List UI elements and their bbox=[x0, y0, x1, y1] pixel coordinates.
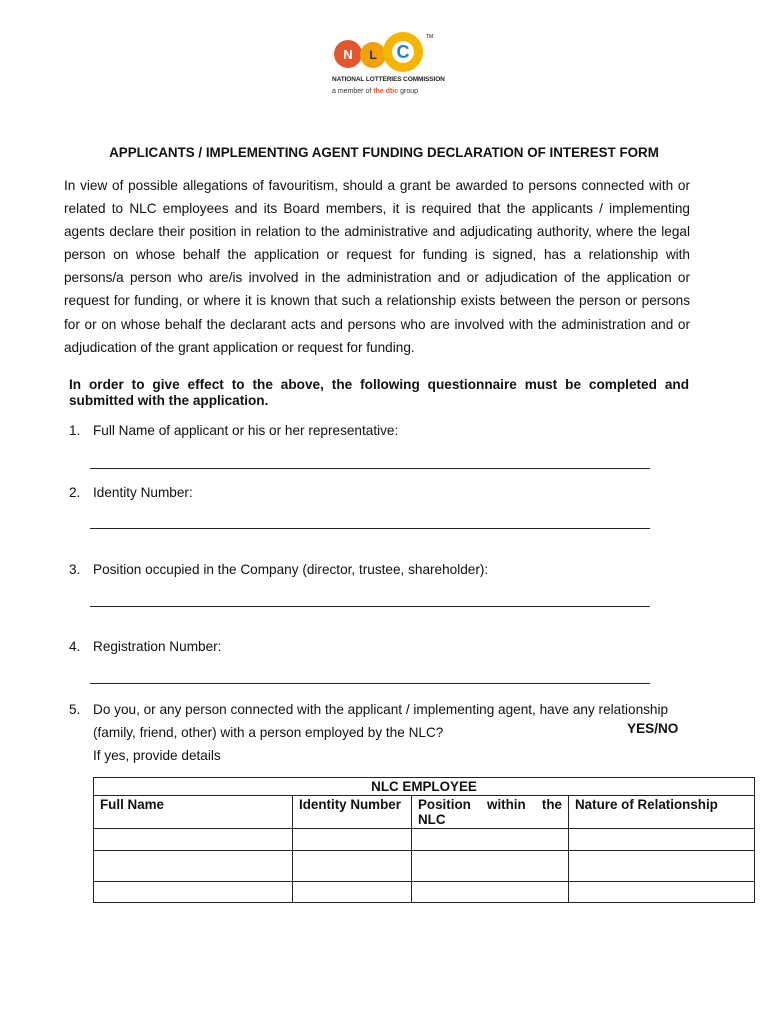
header-identity-number: Identity Number bbox=[293, 796, 412, 829]
table-cell[interactable] bbox=[569, 829, 755, 851]
question-2 bbox=[69, 485, 193, 500]
table-row bbox=[94, 829, 755, 851]
table-cell[interactable] bbox=[412, 851, 569, 882]
table-header-row bbox=[94, 796, 755, 829]
logo-member-line bbox=[332, 88, 418, 95]
question-4 bbox=[69, 639, 221, 654]
answer-line-2[interactable] bbox=[90, 528, 650, 529]
question-5-line-2: (family, friend, other) with a person employed by the NLC? bbox=[93, 725, 444, 741]
intro-paragraph: In view of possible allegations of favouritism, should a grant be awarded to persons connected with or related to NLC employees and its Board members, it is required that the applicants / implementing agents declare their position in relation to the administrative and adjudicating authority, where the legal person on whose behalf the application or request for funding is signed, has a relationship with persons/a person who are/is involved in the administration and or adjudication of the application or request for funding, or where it is known that such a relationship exists between the person or persons for or on whose behalf the declarant acts and persons who are involved with the administration and or adjudication of the grant application or request for funding. bbox=[64, 178, 690, 355]
question-5-line-3: If yes, provide details bbox=[93, 748, 221, 764]
answer-line-4[interactable] bbox=[90, 683, 650, 684]
nlc-employee-table bbox=[93, 777, 755, 903]
answer-line-3[interactable] bbox=[90, 606, 650, 607]
table-cell[interactable] bbox=[94, 882, 293, 903]
header-position-line-2: NLC bbox=[418, 812, 446, 827]
question-1-number: 1. bbox=[69, 423, 81, 438]
logo-letter-n: N bbox=[334, 40, 362, 68]
logo-letter-l: L bbox=[360, 42, 386, 68]
question-3-text: Position occupied in the Company (director, trustee, shareholder): bbox=[93, 562, 489, 577]
question-4-text: Registration Number: bbox=[93, 639, 222, 654]
logo-member-suffix: group bbox=[400, 88, 418, 95]
question-2-text: Identity Number: bbox=[93, 485, 193, 500]
table-cell[interactable] bbox=[293, 829, 412, 851]
table-row bbox=[94, 882, 755, 903]
question-3 bbox=[69, 562, 488, 577]
answer-line-1[interactable] bbox=[90, 468, 650, 469]
header-full-name: Full Name bbox=[94, 796, 293, 829]
table-cell[interactable] bbox=[293, 882, 412, 903]
table-cell[interactable] bbox=[94, 851, 293, 882]
table-cell[interactable] bbox=[569, 851, 755, 882]
logo-trademark: TM bbox=[426, 34, 434, 40]
table-caption: NLC EMPLOYEE bbox=[94, 778, 755, 796]
question-4-number: 4. bbox=[69, 639, 81, 654]
page-title: APPLICANTS / IMPLEMENTING AGENT FUNDING DECLARATION OF INTEREST FORM bbox=[109, 145, 659, 160]
question-5-number: 5. bbox=[69, 702, 81, 717]
question-1 bbox=[69, 423, 398, 438]
yes-no-option[interactable]: YES/NO bbox=[627, 721, 679, 736]
table-cell[interactable] bbox=[412, 829, 569, 851]
header-position-line-1: Position within the bbox=[418, 797, 562, 812]
question-3-number: 3. bbox=[69, 562, 81, 577]
header-position bbox=[412, 796, 569, 829]
logo-member-brand: the dtic bbox=[373, 88, 399, 95]
logo-circles bbox=[334, 32, 434, 72]
table-cell[interactable] bbox=[569, 882, 755, 903]
table-cell[interactable] bbox=[94, 829, 293, 851]
instruction-paragraph: In order to give effect to the above, the following questionnaire must be completed and submitted with the application. bbox=[69, 377, 689, 408]
question-1-text: Full Name of applicant or his or her representative: bbox=[93, 423, 399, 438]
logo-letter-c: C bbox=[392, 41, 414, 63]
logo-member-prefix: a member of bbox=[332, 88, 372, 95]
table-cell[interactable] bbox=[412, 882, 569, 903]
question-5-text bbox=[93, 698, 693, 768]
table-cell[interactable] bbox=[293, 851, 412, 882]
table-row bbox=[94, 851, 755, 882]
header-nature-of-relationship: Nature of Relationship bbox=[569, 796, 755, 829]
question-2-number: 2. bbox=[69, 485, 81, 500]
nlc-logo bbox=[330, 28, 445, 106]
logo-name: NATIONAL LOTTERIES COMMISSION bbox=[332, 76, 445, 83]
logo-letter-c-circle bbox=[383, 32, 423, 72]
question-5-line-1: Do you, or any person connected with the applicant / implementing agent, have any relationship bbox=[93, 702, 669, 717]
